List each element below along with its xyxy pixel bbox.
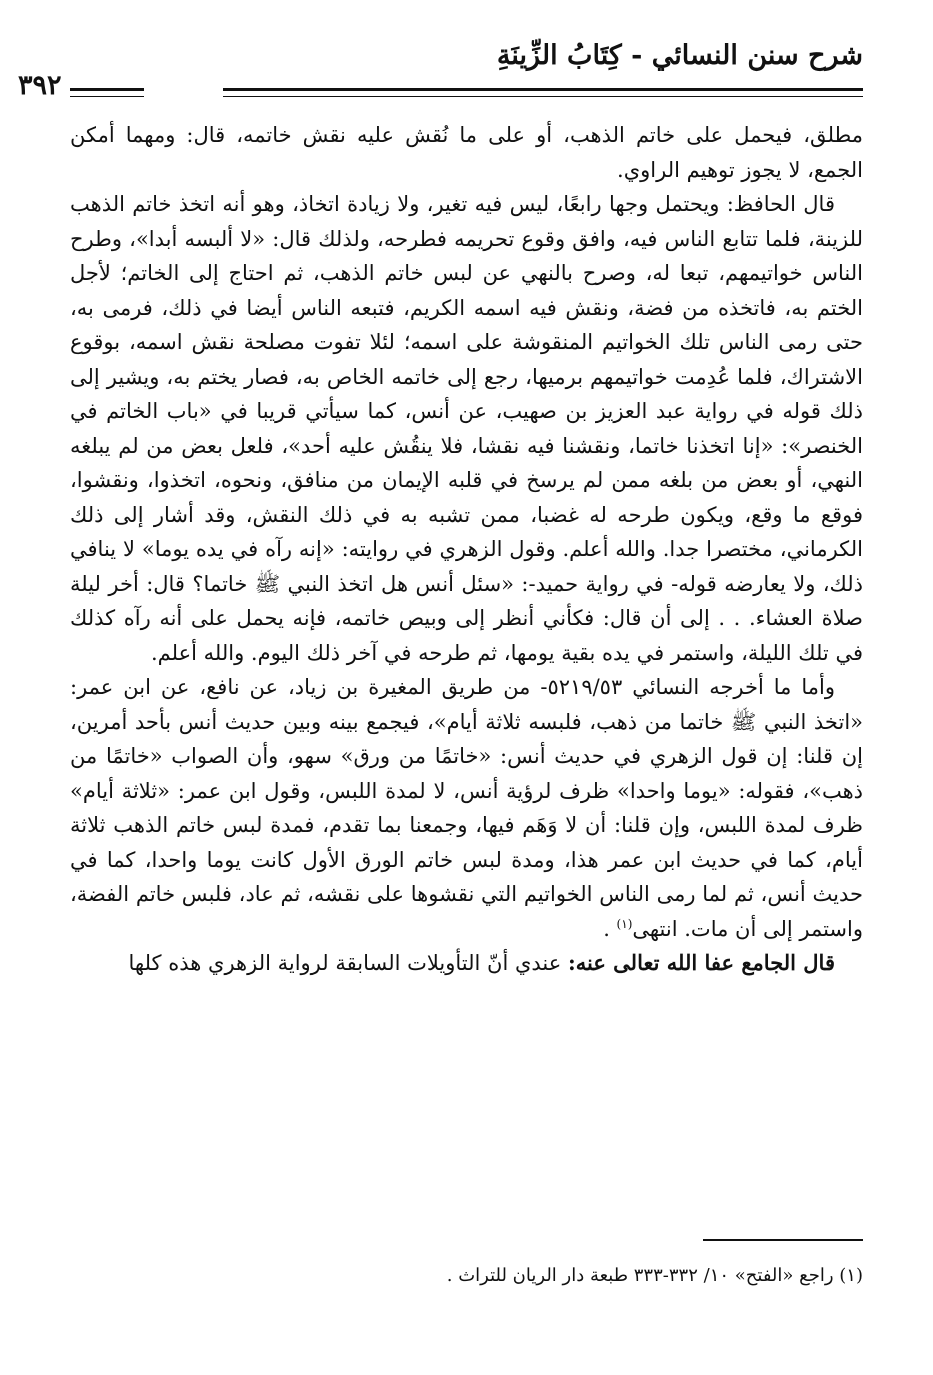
paragraph-1: مطلق، فيحمل على خاتم الذهب، أو على ما نُقش عليه نقش خاتمه، قال: ومهما أمكن الجمع، لا يجوز توهيم الراوي. [70, 123, 863, 182]
footnote: (١) راجع «الفتح» ١٠/ ٣٣٢-٣٣٣ طبعة دار الريان للتراث . [446, 1265, 863, 1286]
paragraph-3-text: وأما ما أخرجه النسائي ٥٢١٩/٥٣- من طريق المغيرة بن زياد، عن نافع، عن ابن عمر: «اتخذ النبي ﷺ خاتما من ذهب، فلبسه ثلاثة أيام»، فيجمع بينه وبين حديث أنس بأحد أمرين، إن قلنا: إن قول الزهري في حديث أنس: «خاتمًا من ورق» سهو، وأن الصواب «خاتمًا من ذهب»، فقوله: «يوما واحدا» ظرف لرؤية أنس، لا لمدة اللبس، وقول ابن عمر: «ثلاثة أيام» ظرف لمدة اللبس، وإن قلنا: أن لا وَهَم فيها، وجمعنا بما تقدم، فمدة لبس خاتم الذهب ثلاثة أيام، كما في حديث ابن عمر هذا، ومدة لبس خاتم الورق الأول كانت يوما واحدا، كما في حديث أنس، ثم لما رمى الناس الخواتيم التي نقشوها على نقشه، ثم عاد، فلبس خاتم الفضة، واستمر إلى أن مات. انتهى [70, 675, 863, 941]
header-rule-thick [223, 88, 863, 91]
page-number: ٣٩٢ [18, 70, 62, 101]
running-title: شرح سنن النسائي - كِتَابُ الزِّينَةِ [496, 40, 863, 71]
footnote-divider [703, 1239, 863, 1241]
page-header [70, 40, 863, 100]
header-rule-thin [223, 96, 863, 97]
paragraph-4-text: عندي أنّ التأويلات السابقة لرواية الزهري هذه كلها [128, 951, 568, 975]
header-rule-left-thin [70, 96, 144, 97]
paragraph-3 [70, 670, 863, 946]
paragraph-2: قال الحافظ: ويحتمل وجها رابعًا، ليس فيه تغير، ولا زيادة اتخاذ، وهو أنه اتخذ خاتم الذهب للزينة، فلما تتابع الناس فيه، وافق وقوع تحريمه فطرحه، ولذلك قال: «لا ألبسه أبدا»، وطرح الناس خواتيمهم، تبعا له، وصرح بالنهي عن لبس خاتم الذهب، ثم احتاج إلى الخاتم؛ لأجل الختم به، فاتخذه من فضة، ونقش فيه اسمه الكريم، فتبعه الناس أيضا في ذلك، فرمى به، حتى رمى الناس تلك الخواتيم المنقوشة على اسمه؛ لئلا تفوت مصلحة نقش اسمه، بوقوع الاشتراك، فلما عُدِمت خواتيمهم برميها، رجع إلى خاتمه الخاص به، فصار يختم به، ويشير إلى ذلك قوله في رواية عبد العزيز بن صهيب، عن أنس، كما سيأتي قريبا في «باب الخاتم في الخنصر»: «إنا اتخذنا خاتما، ونقشنا فيه نقشا، فلا ينقُش عليه أحد»، فلعل بعض من لم يبلغه النهي، أو بعض من بلغه ممن لم يرسخ في قلبه الإيمان من منافق، ونحوه، اتخذوا، ونقشوا، فوقع ما وقع، ويكون طرحه له غضبا، ممن تشبه به في ذلك النقش، وقد أشار إلى ذلك الكرماني، مختصرا جدا. والله أعلم. وقول الزهري في روايته: «إنه رآه في يده يوما» لا ينافي ذلك، ولا يعارضه قوله- في رواية حميد-: «سئل أنس هل اتخذ النبي ﷺ خاتما؟ قال: أخر ليلة صلاة العشاء. . . إلى أن قال: فكأني أنظر إلى وبيص خاتمه، فإنه يحمل على أنه رآه كذلك في تلك الليلة، واستمر في يده بقية يومها، ثم طرحه في آخر ذلك اليوم. والله أعلم. [70, 192, 863, 665]
main-text [70, 118, 863, 981]
header-rule-left-thick [70, 88, 144, 91]
footnote-reference: (١) [616, 916, 633, 931]
paragraph-4-lead: قال الجامع عفا الله تعالى عنه: [567, 950, 835, 975]
paragraph-3-end: . [603, 916, 617, 941]
paragraph-4 [70, 946, 863, 981]
